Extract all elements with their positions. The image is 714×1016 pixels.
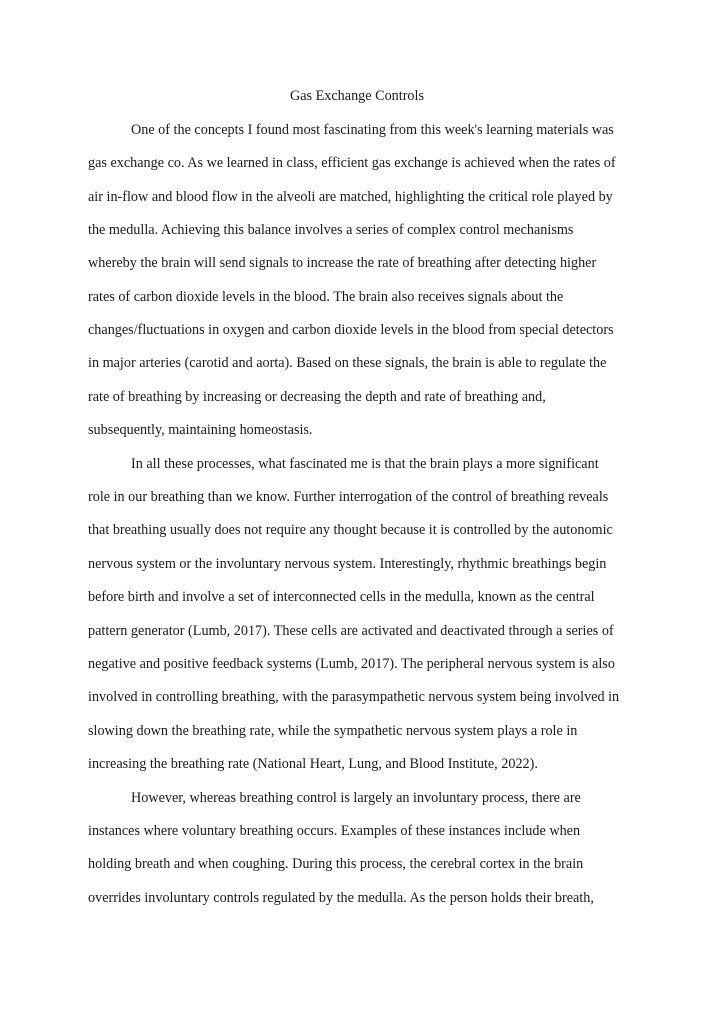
paragraph-2-line-6: pattern generator (Lumb, 2017). These cells are activated and deactivated through a series of (88, 623, 614, 639)
paragraph-1-line-10: subsequently, maintaining homeostasis. (88, 422, 313, 438)
paragraph-2-line-3: that breathing usually does not require any thought because it is controlled by the autonomic (88, 522, 613, 538)
paragraph-2-line-2: role in our breathing than we know. Further interrogation of the control of breathing reveals (88, 489, 609, 505)
paragraph-1-line-7: changes/fluctuations in oxygen and carbon dioxide levels in the blood from special detectors (88, 322, 614, 338)
paragraph-1-line-5: whereby the brain will send signals to increase the rate of breathing after detecting higher (88, 255, 597, 271)
paragraph-1-line-8: in major arteries (carotid and aorta). Based on these signals, the brain is able to regulate the (88, 355, 607, 371)
paragraph-1-line-6: rates of carbon dioxide levels in the blood. The brain also receives signals about the (88, 289, 564, 305)
paragraph-3-line-4: overrides involuntary controls regulated by the medulla. As the person holds their breath, (88, 890, 594, 906)
paragraph-2-line-5: before birth and involve a set of interconnected cells in the medulla, known as the central (88, 589, 595, 605)
paragraph-1-line-2: gas exchange co. As we learned in class, efficient gas exchange is achieved when the rates of (88, 155, 616, 171)
paragraph-3-line-2: instances where voluntary breathing occurs. Examples of these instances include when (88, 823, 581, 839)
paragraph-3-line-1: However, whereas breathing control is largely an involuntary process, there are (131, 790, 581, 806)
paragraph-2-line-4: nervous system or the involuntary nervous system. Interestingly, rhythmic breathings begin (88, 556, 607, 572)
paragraph-1-line-4: the medulla. Achieving this balance involves a series of complex control mechanisms (88, 222, 574, 238)
paragraph-1-line-9: rate of breathing by increasing or decreasing the depth and rate of breathing and, (88, 389, 546, 405)
paragraph-2-line-1: In all these processes, what fascinated me is that the brain plays a more significant (131, 456, 599, 472)
paragraph-2-line-10: increasing the breathing rate (National Heart, Lung, and Blood Institute, 2022). (88, 756, 538, 772)
paragraph-1-line-1: One of the concepts I found most fascinating from this week's learning materials was (131, 122, 614, 138)
paragraph-1-line-3: air in-flow and blood flow in the alveoli are matched, highlighting the critical role played by (88, 189, 613, 205)
paragraph-2-line-8: involved in controlling breathing, with the parasympathetic nervous system being involved in (88, 689, 620, 705)
paragraph-2-line-9: slowing down the breathing rate, while the sympathetic nervous system plays a role in (88, 723, 578, 739)
document-title: Gas Exchange Controls (290, 88, 424, 104)
paragraph-2-line-7: negative and positive feedback systems (Lumb, 2017). The peripheral nervous system is also (88, 656, 615, 672)
paragraph-3-line-3: holding breath and when coughing. During this process, the cerebral cortex in the brain (88, 856, 584, 872)
